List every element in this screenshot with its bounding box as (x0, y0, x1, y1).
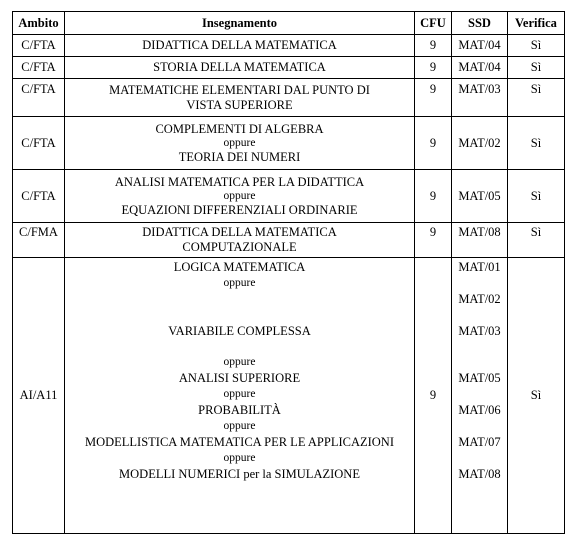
header-row (13, 12, 565, 35)
header-cfu: CFU (415, 12, 452, 35)
cell-cfu: 9 (415, 117, 452, 170)
course-name: TEORIA DEI NUMERI (178, 149, 301, 164)
table-row-block (13, 258, 565, 534)
cell-ssd: MAT/08 (452, 223, 508, 258)
cell-cfu: 9 (415, 258, 452, 534)
cell-ssd: MAT/05 (452, 170, 508, 223)
cell-verifica: Sì (508, 57, 565, 79)
cell-cfu: 9 (415, 170, 452, 223)
cell-ssd: MAT/03 (452, 79, 508, 117)
course-name: ANALISI SUPERIORE (178, 371, 301, 385)
cell-insegnamento (65, 170, 415, 223)
table-row (13, 117, 565, 170)
cell-ssd-options (452, 258, 508, 534)
ssd-code: MAT/03 (458, 324, 501, 338)
cell-ssd: MAT/02 (452, 117, 508, 170)
ssd-code: MAT/01 (458, 260, 501, 274)
course-name: MATEMATICHE ELEMENTARI DAL PUNTO DI (109, 82, 370, 97)
course-name: LOGICA MATEMATICA (173, 260, 306, 274)
cell-insegnamento (65, 117, 415, 170)
course-name: EQUAZIONI DIFFERENZIALI ORDINARIE (121, 202, 358, 217)
course-name: PROBABILITÀ (198, 403, 281, 417)
oppure-label: oppure (223, 388, 256, 400)
cell-insegnamento (65, 223, 415, 258)
cell-verifica: Sì (508, 35, 565, 57)
oppure-label: oppure (223, 420, 256, 432)
cell-verifica: Sì (508, 117, 565, 170)
ssd-code: MAT/05 (458, 371, 501, 385)
course-name: ANALISI MATEMATICA PER LA DIDATTICA (114, 174, 365, 189)
course-table (12, 11, 565, 534)
ssd-code: MAT/07 (458, 435, 501, 449)
course-name: DIDATTICA DELLA MATEMATICA (142, 38, 337, 52)
header-verifica: Verifica (508, 12, 565, 35)
cell-cfu: 9 (415, 57, 452, 79)
cell-verifica: Sì (508, 258, 565, 534)
cell-ambito: C/FTA (13, 170, 65, 223)
course-name: DIDATTICA DELLA MATEMATICA (142, 225, 337, 239)
oppure-label: oppure (223, 136, 256, 149)
table-row (13, 35, 565, 57)
header-ambito: Ambito (13, 12, 65, 35)
course-name: MODELLISTICA MATEMATICA PER LE APPLICAZIONI (84, 435, 395, 449)
ssd-code: MAT/02 (458, 292, 501, 306)
course-name: VARIABILE COMPLESSA (168, 324, 311, 338)
cell-ambito: C/FMA (13, 223, 65, 258)
table-row (13, 79, 565, 117)
cell-ambito: C/FTA (13, 117, 65, 170)
oppure-label: oppure (223, 452, 256, 464)
course-name: STORIA DELLA MATEMATICA (153, 60, 326, 74)
course-name: VISTA SUPERIORE (186, 97, 293, 112)
cell-verifica: Sì (508, 79, 565, 117)
course-name: MODELLI NUMERICI per la SIMULAZIONE (119, 467, 360, 481)
cell-ambito: C/FTA (13, 57, 65, 79)
cell-ambito: AI/A11 (13, 258, 65, 534)
cell-cfu: 9 (415, 79, 452, 117)
table-row (13, 57, 565, 79)
ssd-code: MAT/06 (458, 403, 501, 417)
cell-insegnamento (65, 35, 415, 57)
cell-cfu: 9 (415, 223, 452, 258)
table-row (13, 223, 565, 258)
cell-ssd: MAT/04 (452, 35, 508, 57)
oppure-label: oppure (223, 356, 256, 368)
cell-ambito: C/FTA (13, 79, 65, 117)
oppure-label: oppure (223, 277, 256, 289)
oppure-label: oppure (223, 189, 256, 202)
cell-cfu: 9 (415, 35, 452, 57)
cell-verifica: Sì (508, 223, 565, 258)
course-name: COMPLEMENTI DI ALGEBRA (155, 121, 324, 136)
course-name: COMPUTAZIONALE (182, 240, 297, 254)
cell-insegnamento-options (65, 258, 415, 534)
header-ssd: SSD (452, 12, 508, 35)
cell-insegnamento (65, 79, 415, 117)
cell-insegnamento (65, 57, 415, 79)
cell-ssd: MAT/04 (452, 57, 508, 79)
header-insegnamento: Insegnamento (65, 12, 415, 35)
cell-verifica: Sì (508, 170, 565, 223)
table-row (13, 170, 565, 223)
ssd-code: MAT/08 (458, 467, 501, 481)
cell-ambito: C/FTA (13, 35, 65, 57)
